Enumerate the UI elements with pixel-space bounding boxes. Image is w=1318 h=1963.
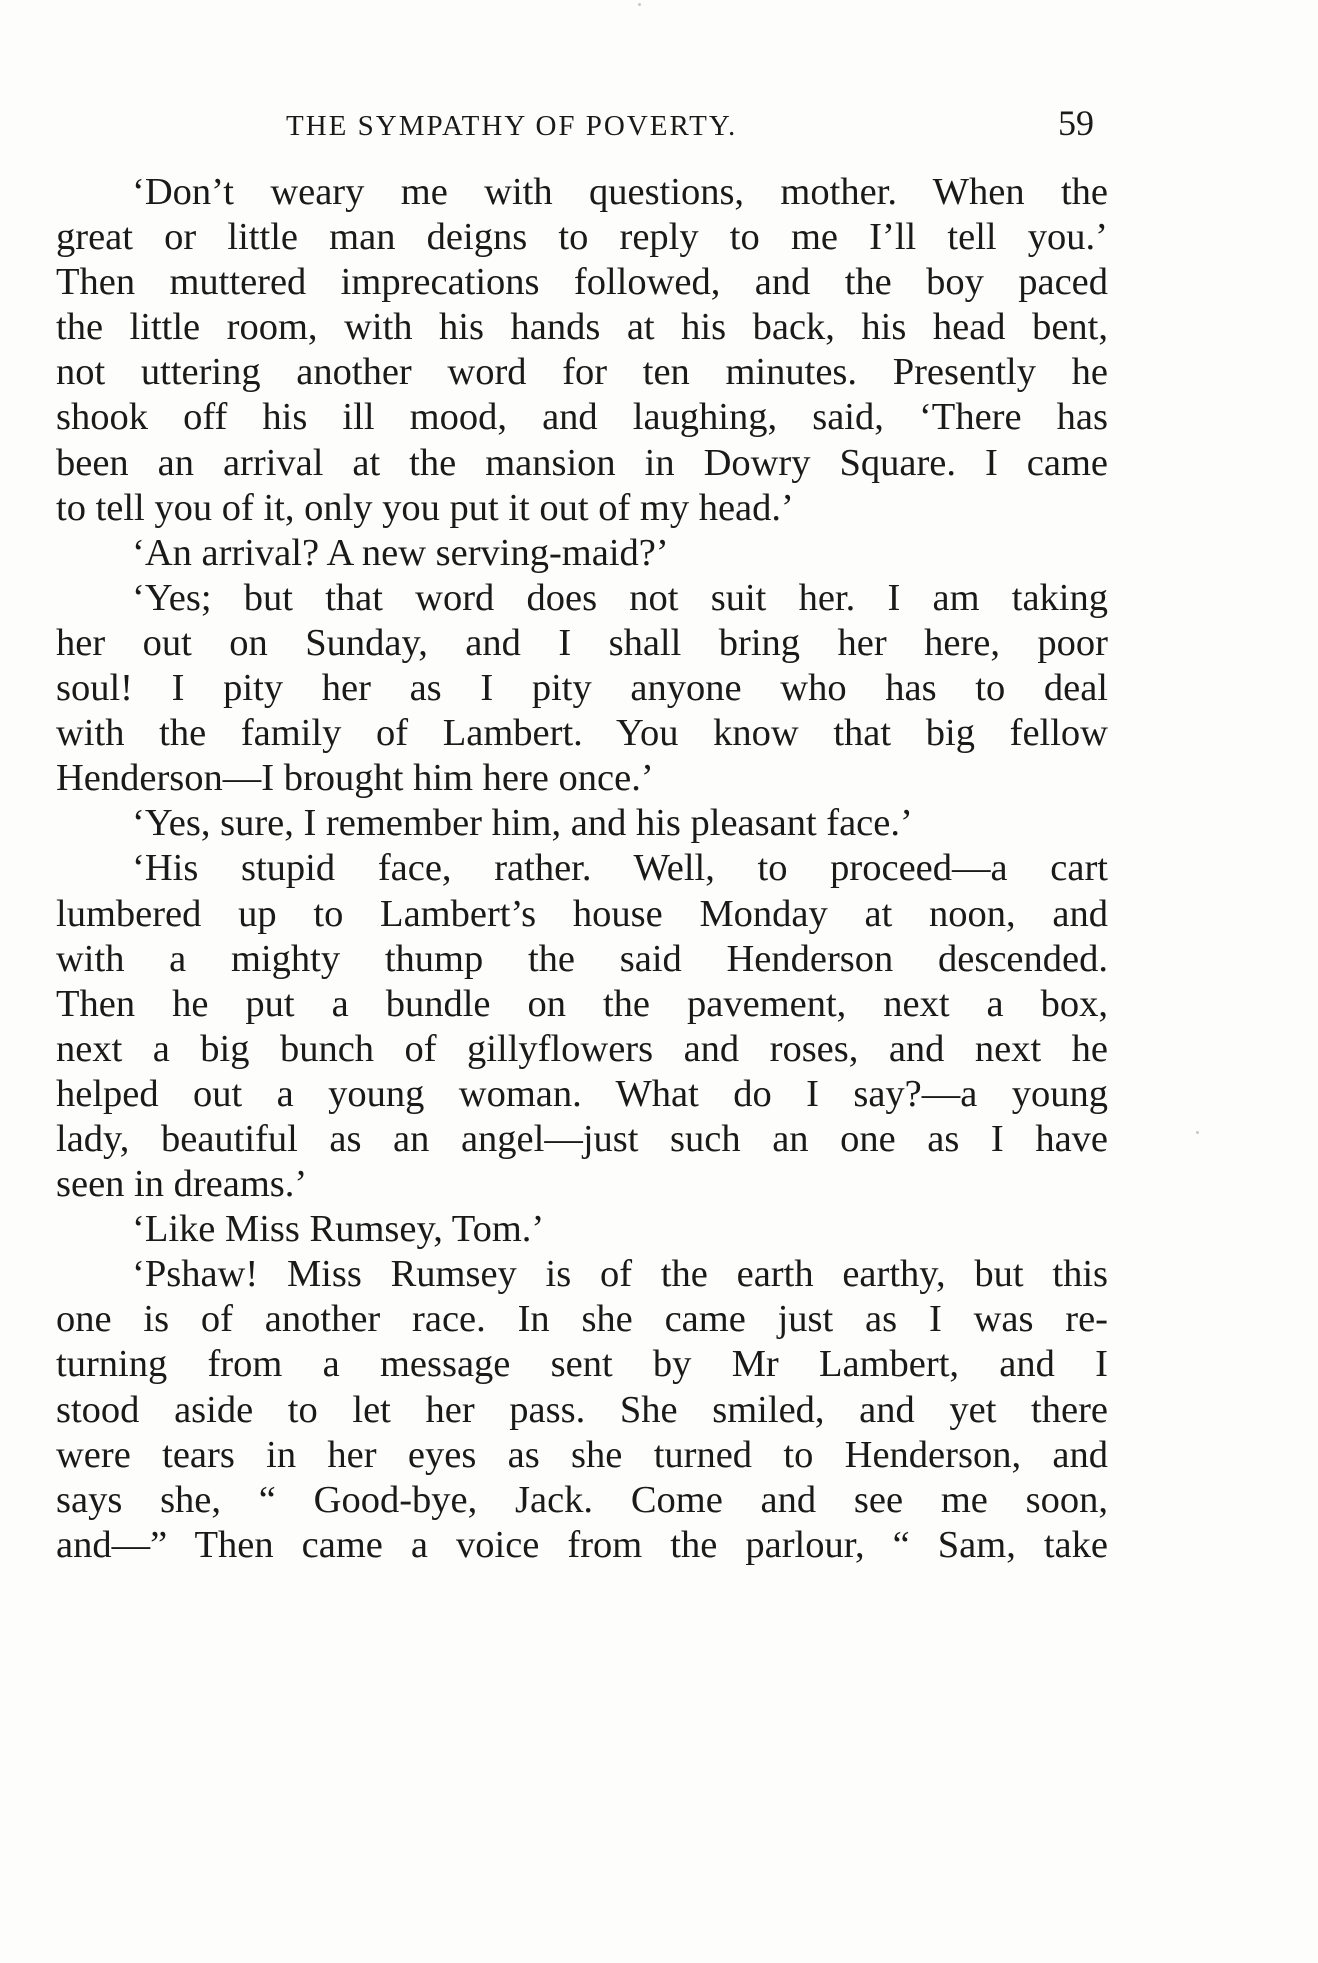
text-line: the little room, with his hands at his back, his head bent, bbox=[56, 306, 1108, 349]
text-line: to tell you of it, only you put it out of my head.’ bbox=[56, 486, 794, 529]
body-text bbox=[56, 170, 1108, 1568]
scan-speck bbox=[638, 3, 641, 6]
text-line: ‘Don’t weary me with questions, mother. When the bbox=[132, 171, 1108, 213]
text-line: great or little man deigns to reply to me I’ll tell you.’ bbox=[56, 216, 1108, 259]
text-line: seen in dreams.’ bbox=[56, 1163, 308, 1206]
text-line: helped out a young woman. What do I say?—a young bbox=[56, 1072, 1108, 1115]
text-line: shook off his ill mood, and laughing, said, ‘There has bbox=[56, 396, 1108, 439]
scan-speck bbox=[1196, 1131, 1199, 1134]
text-line: with a mighty thump the said Henderson descended. bbox=[56, 937, 1108, 980]
text-line: lady, beautiful as an angel—just such an one as I have bbox=[56, 1117, 1108, 1160]
text-line: with the family of Lambert. You know that big fellow bbox=[56, 712, 1108, 755]
running-head bbox=[56, 102, 1108, 154]
text-line: ‘An arrival? A new serving-maid?’ bbox=[132, 531, 669, 574]
text-line: were tears in her eyes as she turned to Henderson, and bbox=[56, 1433, 1108, 1476]
text-line: ‘Like Miss Rumsey, Tom.’ bbox=[132, 1208, 545, 1251]
text-line: ‘His stupid face, rather. Well, to proceed—a cart bbox=[132, 847, 1108, 890]
text-line: soul! I pity her as I pity anyone who has to deal bbox=[56, 667, 1108, 710]
text-line: stood aside to let her pass. She smiled, and yet there bbox=[56, 1388, 1108, 1431]
text-line: Then he put a bundle on the pavement, next a box, bbox=[56, 982, 1108, 1025]
text-line: next a big bunch of gillyflowers and roses, and next he bbox=[56, 1027, 1108, 1070]
text-line: turning from a message sent by Mr Lambert, and I bbox=[56, 1343, 1108, 1386]
text-line: one is of another race. In she came just as I was re- bbox=[56, 1298, 1108, 1341]
text-line: Henderson—I brought him here once.’ bbox=[56, 757, 654, 800]
running-title: THE SYMPATHY OF POVERTY. bbox=[286, 110, 738, 142]
text-line: says she, “ Good-bye, Jack. Come and see me soon, bbox=[56, 1478, 1108, 1521]
page-number: 59 bbox=[1058, 103, 1094, 143]
text-line: her out on Sunday, and I shall bring her here, poor bbox=[56, 621, 1108, 664]
text-line: ‘Yes, sure, I remember him, and his pleasant face.’ bbox=[132, 802, 913, 845]
text-line: not uttering another word for ten minutes. Presently he bbox=[56, 351, 1108, 394]
text-line: and—” Then came a voice from the parlour, “ Sam, take bbox=[56, 1523, 1108, 1566]
text-line: ‘Pshaw! Miss Rumsey is of the earth earthy, but this bbox=[132, 1253, 1108, 1296]
text-line: been an arrival at the mansion in Dowry Square. I came bbox=[56, 441, 1108, 484]
text-line: Then muttered imprecations followed, and the boy paced bbox=[56, 261, 1108, 304]
text-line: lumbered up to Lambert’s house Monday at noon, and bbox=[56, 892, 1108, 935]
text-line: ‘Yes; but that word does not suit her. I am taking bbox=[132, 576, 1108, 619]
